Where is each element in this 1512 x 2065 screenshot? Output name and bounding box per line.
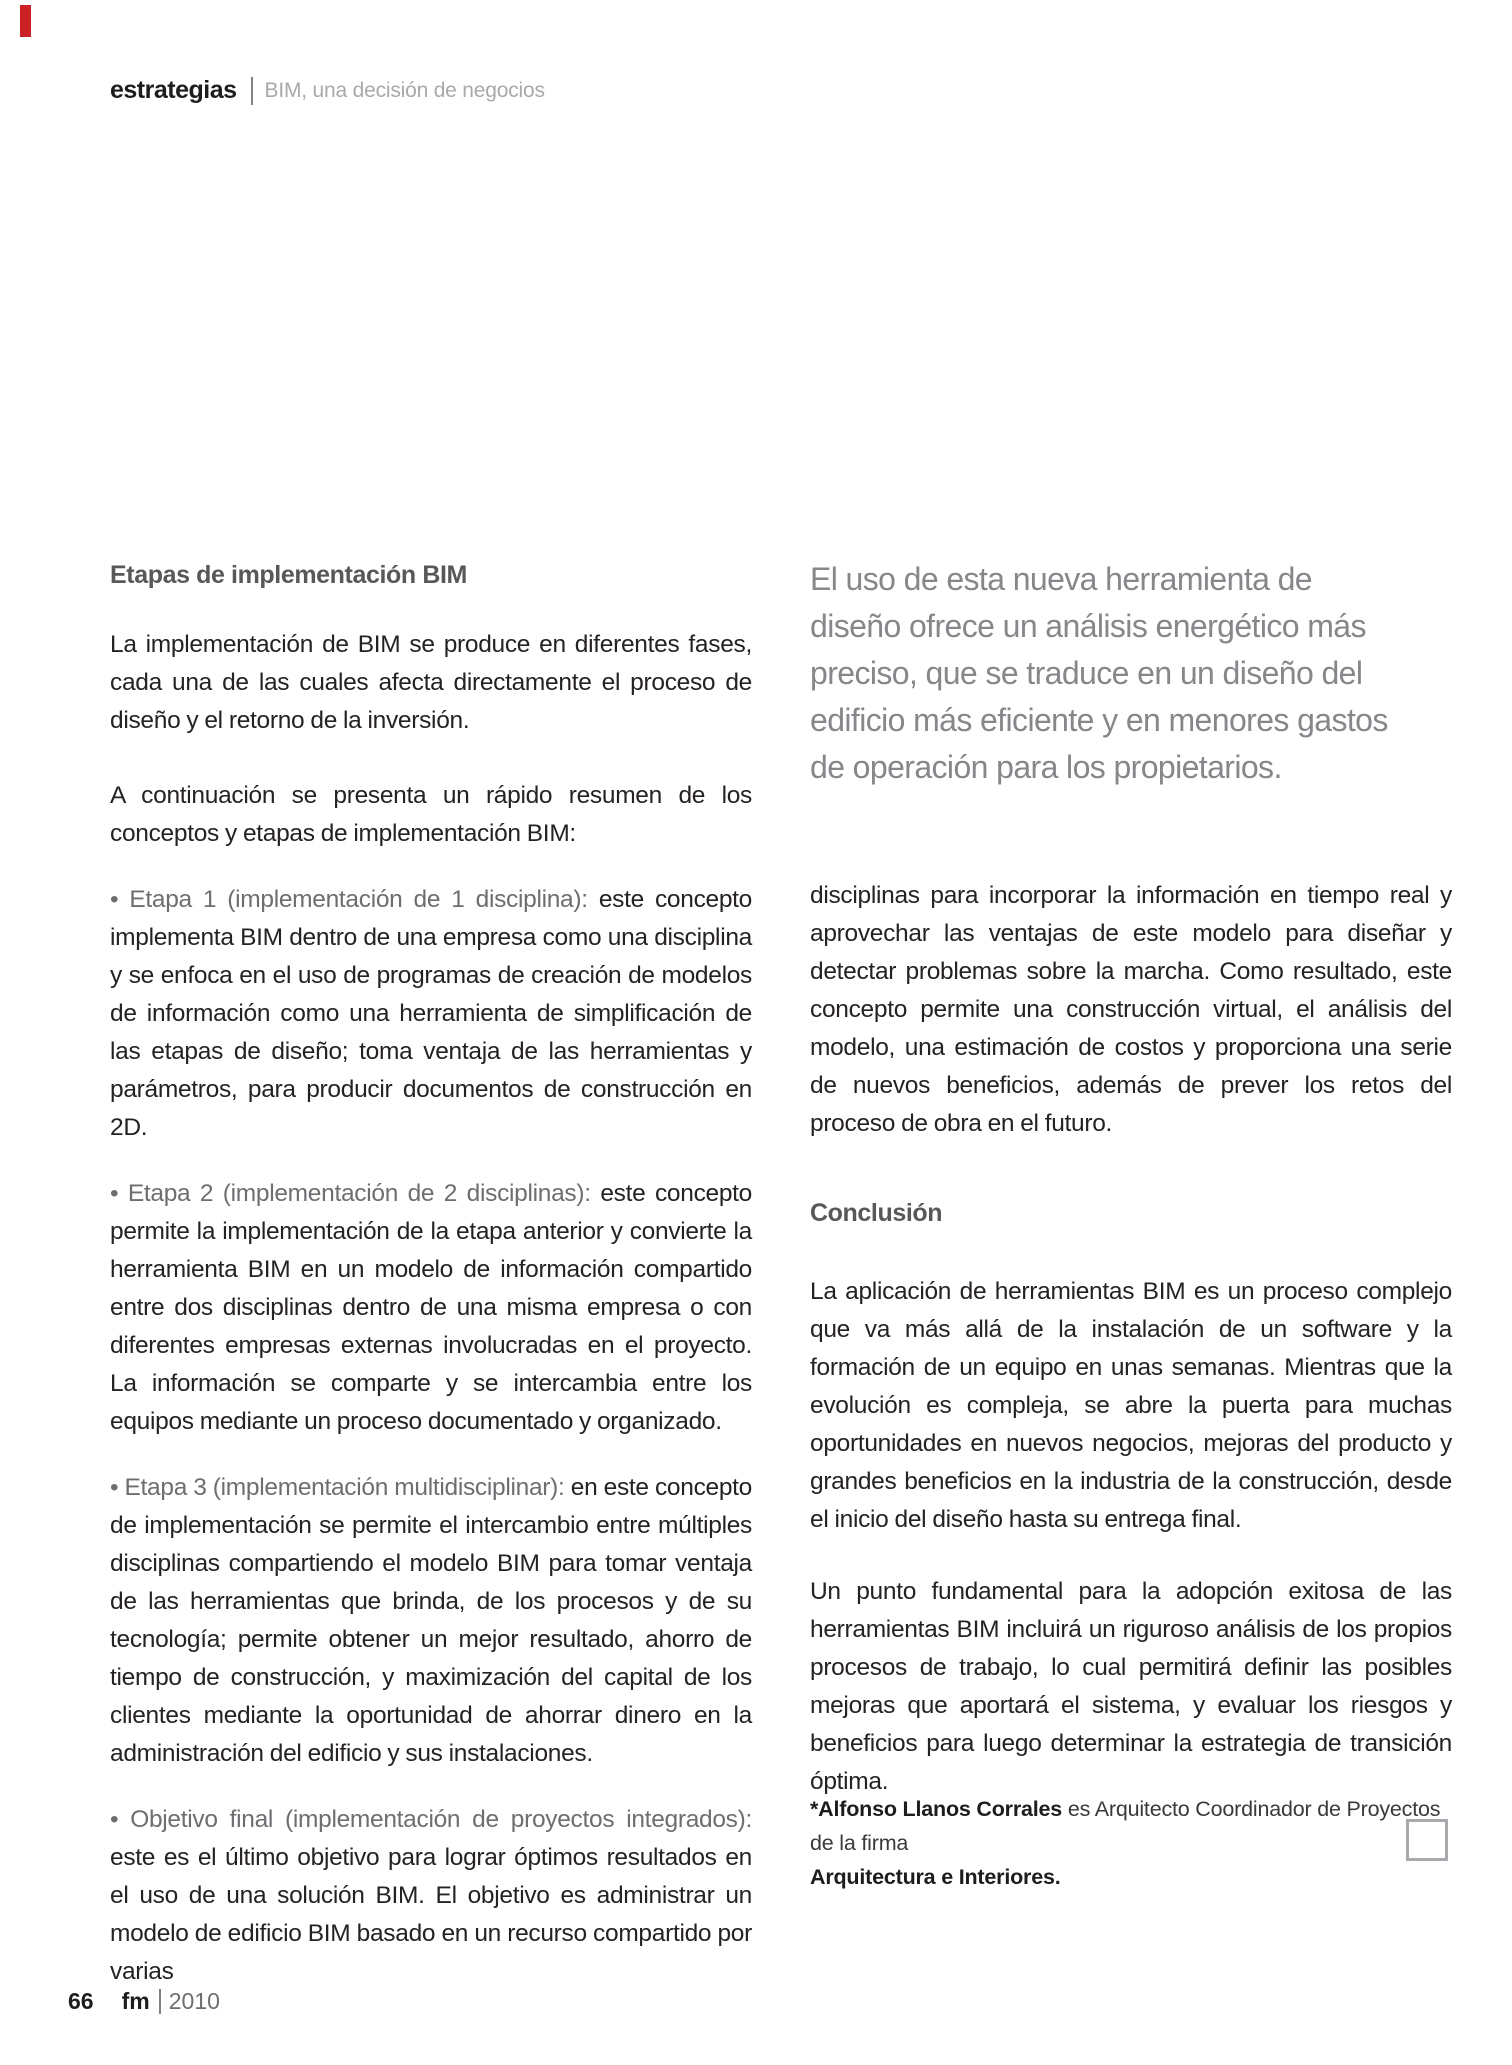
header-divider xyxy=(251,77,253,105)
author-name: *Alfonso Llanos Corrales xyxy=(810,1797,1063,1821)
pull-quote-line: edificio más eficiente y en menores gastos xyxy=(810,702,1388,738)
author-credit-line-1 xyxy=(810,1792,1452,1860)
bullet-etapa-3-lead: • Etapa 3 (implementación multidisciplinar): xyxy=(110,1474,565,1501)
bullet-objetivo-final xyxy=(110,1801,752,1991)
bullet-etapa-2 xyxy=(110,1175,752,1441)
bullet-etapa-1-lead: • Etapa 1 (implementación de 1 disciplina): xyxy=(110,886,588,913)
pull-quote-line: El uso de esta nueva herramienta de xyxy=(810,561,1313,597)
pull-quote-line: de operación para los propietarios. xyxy=(810,749,1282,785)
pull-quote xyxy=(810,556,1452,791)
page-footer xyxy=(68,1988,220,2015)
section-title: estrategias xyxy=(110,76,237,104)
conclusion-paragraph-2: Un punto fundamental para la adopción exitosa de las herramientas BIM incluirá un riguroso análisis de los propios procesos de trabajo, lo cual permitirá definir las posibles mejoras que aportará el sistema, y evaluar los riesgos y beneficios para luego determinar la estrategia de transición óptima. xyxy=(810,1578,1452,1795)
bullet-etapa-1-body: este concepto implementa BIM dentro de una empresa como una disciplina y se enfoca en el uso de programas de creación de modelos de información como una herramienta de simplificación de las etapas de diseño; toma ventaja de las herramientas y parámetros, para producir documentos de construcción en 2D. xyxy=(110,886,753,1141)
magazine-name: fm xyxy=(121,1988,150,2014)
bullet-objetivo-final-lead: • Objetivo final (implementación de proyectos integrados): xyxy=(110,1806,752,1833)
conclusion-paragraph-1: La aplicación de herramientas BIM es un proceso complejo que va más allá de la instalación de un software y la formación de un equipo en unas semanas. Mientras que la evolución es compleja, se abre la puerta para muchas oportunidades en nuevos negocios, mejoras del producto y grandes beneficios en la industria de la construcción, desde el inicio del diseño hasta su entrega final. xyxy=(810,1278,1452,1533)
bullet-etapa-2-body: este concepto permite la implementación de la etapa anterior y convierte la herramienta BIM en un modelo de información compartido entre dos disciplinas dentro de una misma empresa o con diferentes empresas externas involucradas en el proyecto. La información se comparte y se intercambia entre los equipos mediante un proceso documentado y organizado. xyxy=(110,1180,753,1435)
bullet-objetivo-final-body: este es el último objetivo para lograr óptimos resultados en el uso de una solución BIM. El objetivo es administrar un modelo de edificio BIM basado en un recurso compartido por varias xyxy=(110,1844,752,1985)
author-firm: Arquitectura e Interiores. xyxy=(810,1865,1061,1889)
page-corner-red-tab xyxy=(20,5,31,37)
page-number: 66 xyxy=(68,1988,94,2014)
author-credit xyxy=(810,1792,1452,1894)
bullet-etapa-3-body: en este concepto de implementación se permite el intercambio entre múltiples disciplinas compartiendo el modelo BIM para tomar ventaja de las herramientas que brinda, de los procesos y de su tecnología; permite obtener un mejor resultado, ahorro de tiempo de construcción, y maximización del capital de los clientes mediante la oportunidad de ahorrar dinero en la administración del edificio y sus instalaciones. xyxy=(110,1474,752,1767)
left-column-heading: Etapas de implementación BIM xyxy=(110,561,467,589)
bullet-etapa-2-lead: • Etapa 2 (implementación de 2 disciplinas): xyxy=(110,1180,591,1207)
pull-quote-line: preciso, que se traduce en un diseño del xyxy=(810,655,1363,691)
issue-year: 2010 xyxy=(168,1988,220,2014)
pull-quote-line: diseño ofrece un análisis energético más xyxy=(810,608,1366,644)
bullet-etapa-1 xyxy=(110,881,752,1147)
intro-paragraph-1: La implementación de BIM se produce en diferentes fases, cada una de las cuales afecta directamente el proceso de diseño y el retorno de la inversión. xyxy=(110,631,752,734)
continuation-paragraph: disciplinas para incorporar la información en tiempo real y aprovechar las ventajas de este modelo para diseñar y detectar problemas sobre la marcha. Como resultado, este concepto permite una construcción virtual, el análisis del modelo, una estimación de costos y proporciona una serie de nuevos beneficios, además de prever los retos del proceso de obra en el futuro. xyxy=(810,882,1452,1137)
conclusion-heading: Conclusión xyxy=(810,1199,943,1227)
footer-divider xyxy=(159,1989,161,2014)
author-role: es Arquitecto Coordinador de Proyectos de la firma xyxy=(810,1797,1441,1855)
intro-paragraph-2: A continuación se presenta un rápido resumen de los conceptos y etapas de implementación BIM: xyxy=(110,782,752,847)
page-header xyxy=(110,76,545,105)
bullet-etapa-3 xyxy=(110,1469,752,1773)
right-column xyxy=(810,556,1452,1861)
article-title: BIM, una decisión de negocios xyxy=(264,78,545,102)
left-column xyxy=(110,560,752,1991)
